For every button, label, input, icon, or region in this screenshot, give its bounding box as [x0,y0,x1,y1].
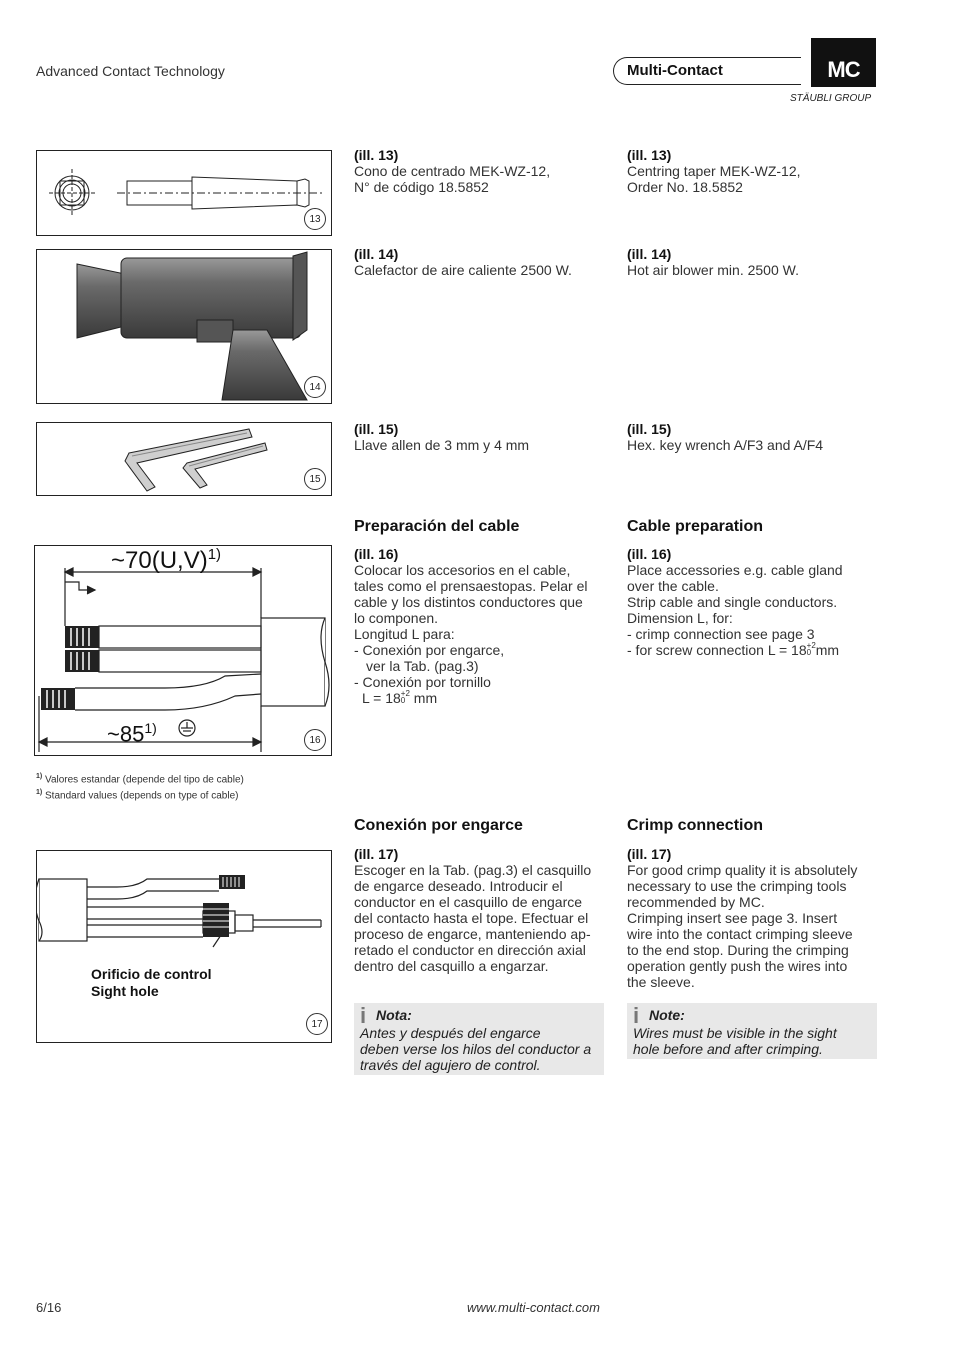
cable-strip-drawing [35,546,332,756]
en-ill13 [627,147,801,195]
en-ill14-ref: (ill. 14) [627,246,672,262]
es-ill16-line4: lo componen. [354,610,439,626]
es-ill16-line2: tales como el prensaestopas. Pelar el [354,578,588,594]
en-ill15 [627,421,823,453]
en-ill15-ref: (ill. 15) [627,421,672,437]
figure-16 [34,545,332,756]
es-ill15-ref: (ill. 15) [354,421,399,437]
en-ill13-ref: (ill. 13) [627,147,672,163]
footnotes [36,770,244,803]
en-tol-up: +2 [806,641,816,650]
es-ill13-line2: N° de código 18.5852 [354,179,489,195]
es-ill17 [354,846,591,974]
en-ill13-line2: Order No. 18.5852 [627,179,743,195]
hex-key-drawing [37,423,332,496]
dim-bottom-value: ~85 [107,721,145,747]
en-crimp-heading: Crimp connection [627,817,764,834]
dim-top-sup: 1) [207,546,222,563]
en-ill16 [627,546,843,658]
footnote-marker: 1) [36,789,43,797]
footnote-en: Standard values (depends on type of cable) [45,790,239,802]
es-note-line2: deben verse los hilos del conductor a [360,1041,592,1057]
figure-number: 15 [304,468,326,490]
figure-number: 13 [304,208,326,230]
es-ill16-line5: Longitud L para: [354,626,455,642]
en-tolerance [807,642,816,656]
hot-air-blower-drawing [37,250,332,404]
footer-url[interactable]: www.multi-contact.com [467,1300,600,1315]
en-ill16-ref: (ill. 16) [627,546,672,562]
en-length-value: - for screw connection L = 18 [627,642,807,658]
info-icon: i [360,1003,367,1028]
en-tol-down: 0 [806,648,812,657]
sight-hole-es: Orificio de control [91,966,212,982]
es-crimp-heading: Conexión por engarce [354,817,523,834]
es-ill17-line1: Escoger en la Tab. (pag.3) el casquillo [354,862,592,878]
es-prep-heading: Preparación del cable [354,518,520,535]
en-ill17-line7: operation gently push the wires into [627,958,848,974]
es-ill14-ref: (ill. 14) [354,246,399,262]
en-ill17-line1: For good crimp quality it is absolutely [627,862,858,878]
en-ill17-line3: recommended by MC. [627,894,765,910]
en-note-line1: Wires must be visible in the sight [633,1025,837,1041]
en-prep-heading: Cable preparation [627,518,764,535]
es-note-box [354,1003,604,1075]
en-ill13-line1: Centring taper MEK-WZ-12, [627,163,801,179]
es-ill15 [354,421,529,453]
es-ill16-ref: (ill. 16) [354,546,399,562]
en-ill14-line1: Hot air blower min. 2500 W. [627,262,799,278]
en-ill16-line2: over the cable. [627,578,719,594]
en-note-title: Note: [649,1007,685,1023]
crimp-drawing [37,851,332,1043]
es-ill14-line1: Calefactor de aire caliente 2500 W. [354,262,572,278]
page-number: 6/16 [36,1300,62,1315]
es-ill17-line4: del contacto hasta el tope. Efectuar el [354,910,589,926]
figure-number: 16 [304,729,326,751]
en-ill16-line6 [627,642,839,658]
en-note-box [627,1003,877,1059]
figure-13 [36,150,332,236]
es-tol-down: 0 [400,696,406,705]
footnote-es: Valores estandar (depende del tipo de cable) [45,774,244,786]
figure-14 [36,249,332,404]
es-ill16-line1: Colocar los accesorios en el cable, [354,562,571,578]
en-ill17-line5: wire into the contact crimping sleeve [627,926,853,942]
en-note-line2: hole before and after crimping. [633,1041,823,1057]
en-length-unit: mm [815,642,840,658]
es-tol-up: +2 [400,689,410,698]
info-icon: i [633,1003,640,1028]
en-ill17-ref: (ill. 17) [627,846,672,862]
dim-bottom-label [107,720,157,747]
en-ill16-line4: Dimension L, for: [627,610,733,626]
es-ill17-line6: retado el conductor en dirección axial [354,942,586,958]
es-ill13-ref: (ill. 13) [354,147,399,163]
es-note-line3: través del agujero de control. [360,1057,541,1073]
header-tagline: Advanced Contact Technology [36,63,225,79]
en-ill17-line2: necessary to use the crimping tools [627,878,847,894]
centring-taper-drawing [37,151,332,236]
en-ill16-line5: - crimp connection see page 3 [627,626,815,642]
es-ill14 [354,246,572,278]
en-ill17 [627,846,857,990]
dim-bottom-sup: 1) [144,720,157,736]
figure-15 [36,422,332,496]
dim-top-value: ~70(U,V) [111,547,208,574]
es-ill16 [354,546,587,706]
en-ill15-line1: Hex. key wrench A/F3 and A/F4 [627,437,824,453]
es-ill17-line3: conductor en el casquillo de engarce [354,894,583,910]
es-ill15-line1: Llave allen de 3 mm y 4 mm [354,437,530,453]
es-ill17-ref: (ill. 17) [354,846,399,862]
en-ill17-line4: Crimping insert see page 3. Insert [627,910,838,926]
brand-name: Multi-Contact [627,62,723,79]
footnote-marker: 1) [36,773,43,780]
figure-number: 14 [304,376,326,398]
es-ill17-line5: proceso de engarce, manteniendo ap- [354,926,591,942]
figure-17 [36,850,332,1043]
es-ill17-line7: dentro del casquillo a engarzar. [354,958,549,974]
es-ill16-line9 [354,690,437,706]
en-ill14 [627,246,799,278]
es-ill16-line6: - Conexión por engarce, [354,642,505,658]
en-ill17-line8: the sleeve. [627,974,695,990]
es-ill16-line8: - Conexión por tornillo [354,674,491,690]
es-ill13-line1: Cono de centrado MEK-WZ-12, [354,163,551,179]
es-note-line1: Antes y después del engarce [360,1025,541,1041]
figure-number: 17 [306,1013,328,1035]
es-tolerance [401,690,410,704]
sight-hole-label [91,966,212,1000]
en-ill16-line1: Place accessories e.g. cable gland [627,562,843,578]
es-ill13 [354,147,550,195]
es-ill17-line2: de engarce deseado. Introducir el [354,878,563,894]
mc-logo: MC [811,38,876,87]
es-length-unit: mm [409,690,438,706]
dim-top-label [111,546,221,575]
es-ill16-line7: ver la Tab. (pag.3) [366,658,479,674]
sight-hole-en: Sight hole [91,983,159,999]
es-note-title: Nota: [376,1007,412,1023]
es-ill16-line3: cable y los distintos conductores que [354,594,583,610]
es-length-value: L = 18 [362,690,401,706]
en-ill16-line3: Strip cable and single conductors. [627,594,838,610]
brand-group: STÄUBLI GROUP [790,93,872,104]
en-ill17-line6: to the end stop. During the crimping [627,942,849,958]
